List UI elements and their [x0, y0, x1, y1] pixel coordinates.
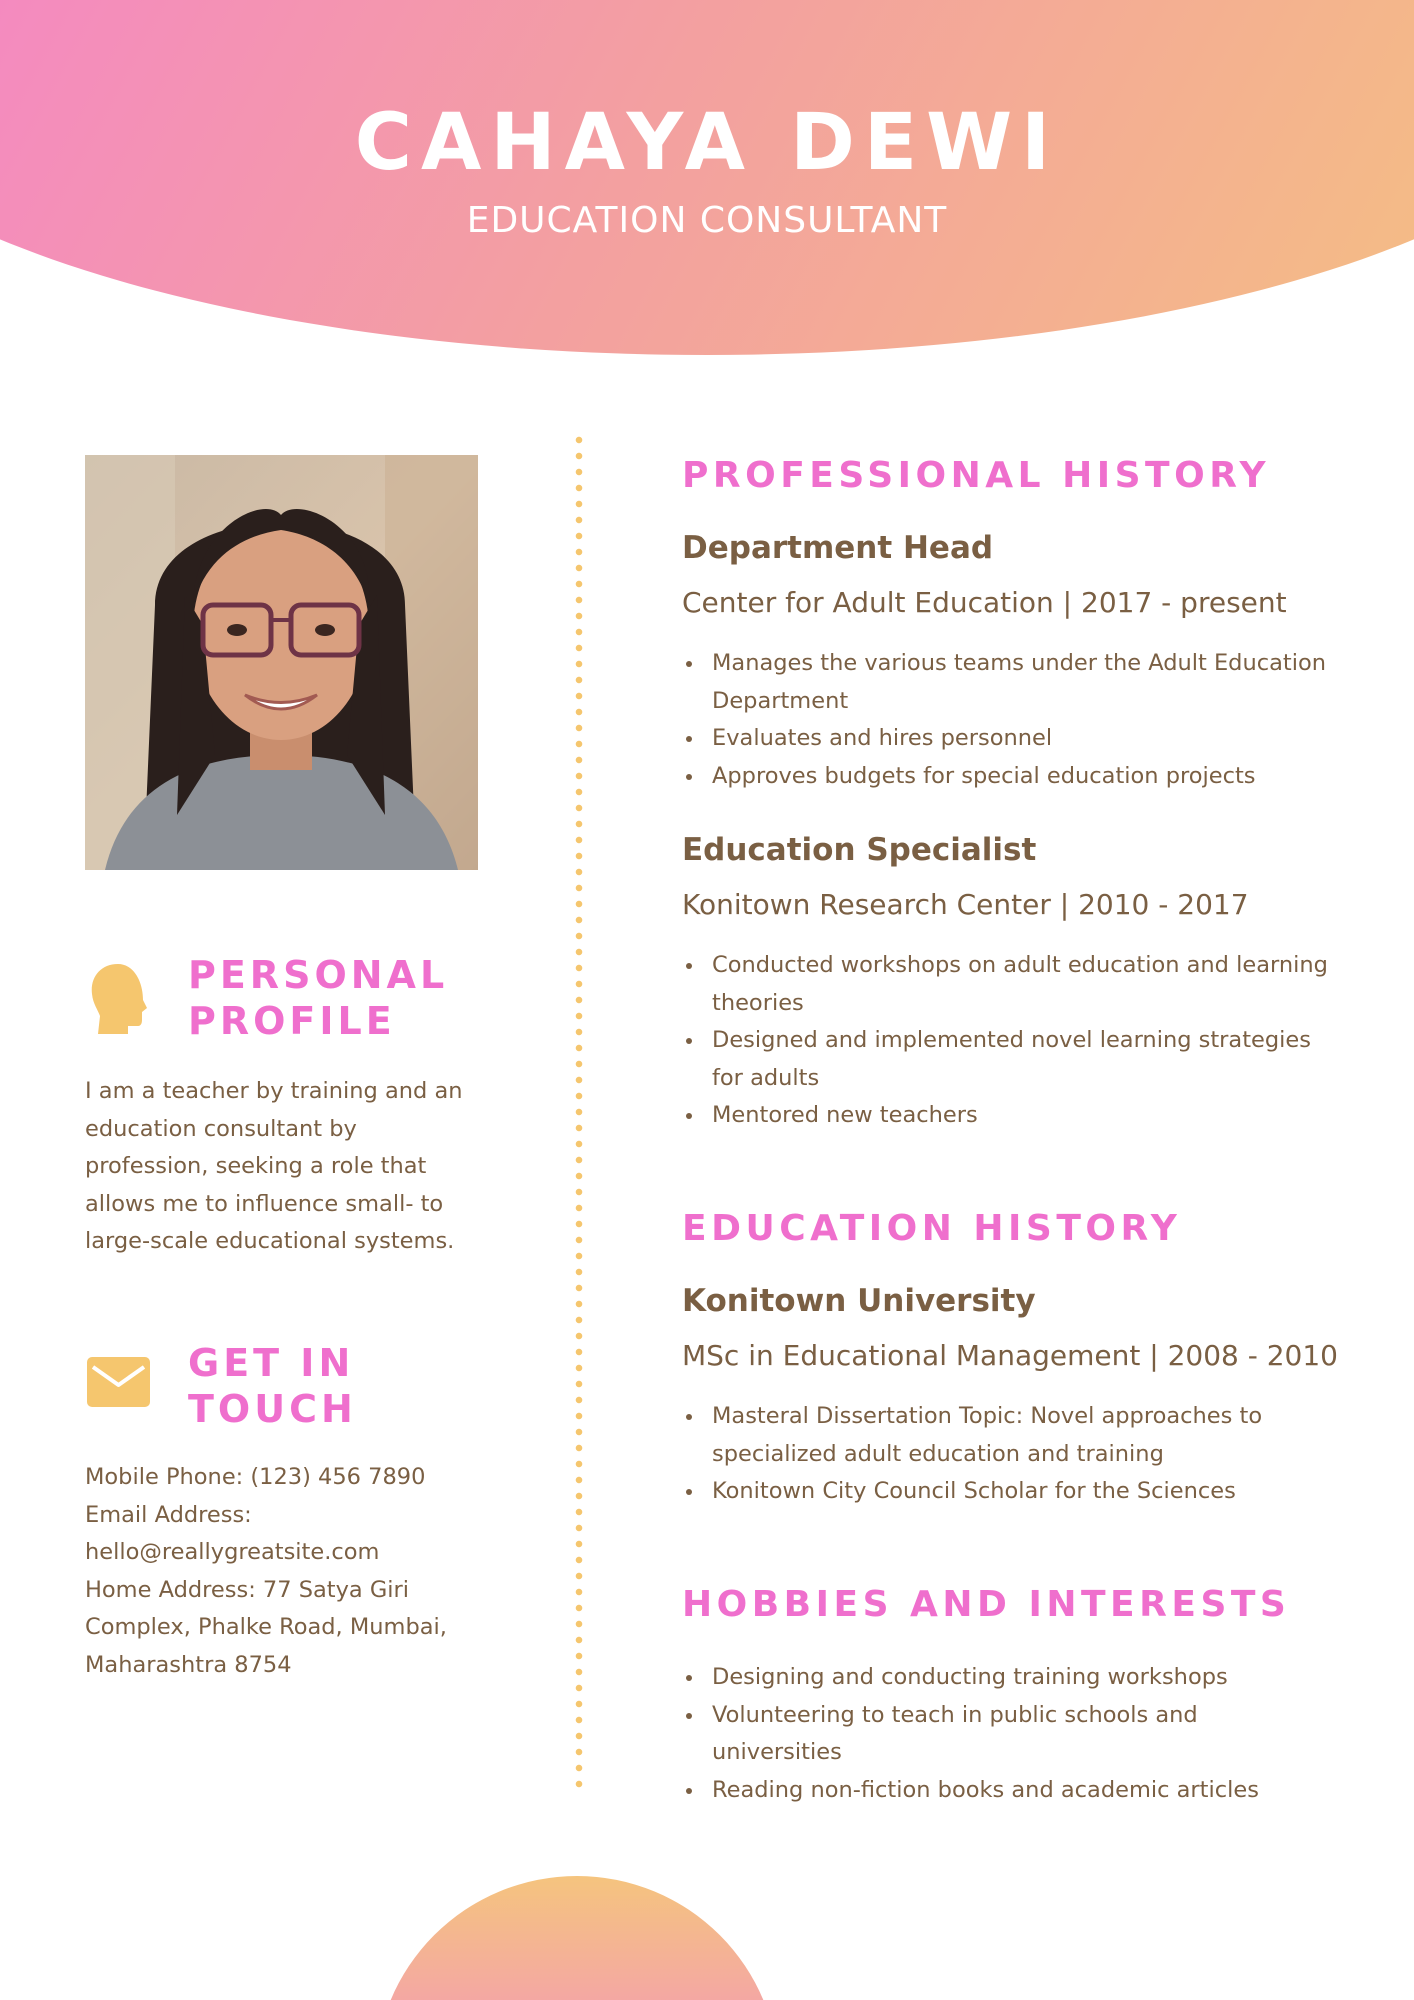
list-item: Evaluates and hires personnel: [682, 720, 1332, 758]
list-item: Designing and conducting training workshops: [682, 1659, 1332, 1697]
degree-subtitle: MSc in Educational Management | 2008 - 2010: [682, 1339, 1338, 1372]
job-bullets: [682, 645, 1332, 795]
resume-job-title: EDUCATION CONSULTANT: [466, 200, 948, 241]
personal-profile-heading: [188, 952, 448, 1044]
contact-heading-line2: TOUCH: [188, 1387, 357, 1431]
list-item: Reading non-fiction books and academic articles: [682, 1772, 1332, 1810]
resume-name: CAHAYA DEWI: [354, 98, 1060, 188]
contact-heading-line1: GET IN: [188, 1341, 355, 1385]
contact-phone: Mobile Phone: (123) 456 7890: [85, 1464, 426, 1490]
head-silhouette-icon: [88, 962, 148, 1036]
contact-email-label: Email Address:: [85, 1501, 252, 1528]
professional-history-heading: PROFESSIONAL HISTORY: [682, 455, 1271, 496]
list-item: Masteral Dissertation Topic: Novel approaches to specialized adult education and training: [682, 1398, 1332, 1473]
list-item: Designed and implemented novel learning strategies for adults: [682, 1022, 1332, 1097]
profile-photo: [85, 455, 478, 870]
contact-details: [85, 1459, 485, 1684]
contact-address-line3: Maharashtra 8754: [85, 1651, 292, 1678]
list-item: Mentored new teachers: [682, 1097, 1332, 1135]
list-item: Conducted workshops on adult education and learning theories: [682, 947, 1332, 1022]
list-item: Approves budgets for special education projects: [682, 758, 1332, 796]
bottom-gradient-semicircle: [375, 1876, 779, 2000]
contact-address-line1: Home Address: 77 Satya Giri: [85, 1576, 410, 1603]
school-name: Konitown University: [682, 1283, 1036, 1319]
hobbies-bullets: [682, 1659, 1332, 1809]
personal-profile-heading-line2: PROFILE: [188, 999, 396, 1043]
envelope-icon: [87, 1357, 150, 1407]
contact-email[interactable]: hello@reallygreatsite.com: [85, 1539, 380, 1565]
contact-heading: [188, 1340, 357, 1432]
education-bullets: [682, 1398, 1332, 1511]
contact-address-line2: Complex, Phalke Road, Mumbai,: [85, 1614, 447, 1640]
list-item: Konitown City Council Scholar for the Sciences: [682, 1473, 1332, 1511]
personal-profile-heading-line1: PERSONAL: [188, 953, 449, 997]
list-item: Volunteering to teach in public schools and universities: [682, 1697, 1332, 1772]
hobbies-heading: HOBBIES AND INTERESTS: [682, 1584, 1291, 1625]
vertical-dotted-divider: [575, 432, 583, 1792]
personal-profile-text: I am a teacher by training and an education consultant by profession, seeking a role that allows me to influence small- to large-scale educational systems.: [85, 1078, 463, 1254]
job-title: Department Head: [682, 530, 994, 566]
education-history-heading: EDUCATION HISTORY: [682, 1208, 1182, 1249]
job-bullets: [682, 947, 1332, 1135]
list-item: Manages the various teams under the Adult Education Department: [682, 645, 1332, 720]
profile-photo-illustration: [85, 455, 478, 870]
job-subtitle: Center for Adult Education | 2017 - present: [682, 586, 1287, 619]
job-subtitle: Konitown Research Center | 2010 - 2017: [682, 888, 1249, 921]
job-title: Education Specialist: [682, 832, 1037, 868]
